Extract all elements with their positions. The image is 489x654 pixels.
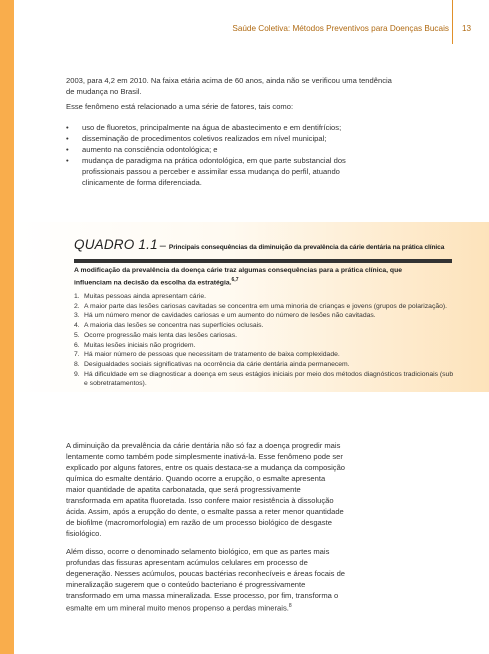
body-paragraph-2: [66, 546, 348, 614]
list-item: [74, 370, 456, 389]
quadro-rule: [74, 259, 452, 263]
body-paragraph-2-reference: 8: [288, 603, 292, 609]
list-item: • disseminação de procedimentos coletivos realizados em nível municipal;: [66, 133, 366, 144]
list-item-text: Muitas pessoas ainda apresentam cárie.: [84, 293, 207, 300]
list-item: [74, 311, 456, 321]
list-item-text: Muitas lesões iniciais não progridem.: [84, 341, 196, 349]
list-item-number: 4.: [74, 322, 80, 330]
page-number: 13: [462, 24, 472, 33]
intro-paragraph-1: 2003, para 4,2 em 2010. Na faixa etária acima de 60 anos, ainda não se verificou uma tendência de mudança no Brasil.: [66, 76, 392, 96]
body-paragraph-1: A diminuição da prevalência da cárie dentária não só faz a doença progredir mais lentamente como também pode simplesmente inativá-la. Esse fenômeno pode ser explicado por alguns fatores, entre os quais destaca-se a mudança da composição química do esmalte dentário. Quando ocorre a erupção, o esmalte apresenta maior quantidade de apatita carbonatada, que será progressivamente transformada em apatita fluoretada. Isso confere maior resistência à dissolução ácida. Assim, após a erupção do dente, o esmalte passa a reter menor quantidade de biofilme (macromorfologia) em razão de um processo biológico de desgaste fisiológico.: [66, 441, 346, 538]
quadro-dash: –: [159, 240, 166, 252]
quadro-caption: Principais consequências da diminuição da prevalência da cárie dentária na prática clínica: [168, 244, 445, 251]
list-item: [74, 350, 456, 360]
left-margin-band: [0, 0, 14, 654]
list-item-text: Há maior número de pessoas que necessitam de tratamento de baixa complexidade.: [84, 351, 340, 359]
factors-list: [66, 122, 366, 188]
quadro-consequences-list: [74, 292, 456, 389]
list-item-text: Há um número menor de cavidades cariosas e um aumento do número de lesões não cavitadas.: [84, 312, 376, 320]
list-item-number: 2.: [74, 302, 80, 310]
list-item-number: 3.: [74, 312, 80, 320]
list-item: [74, 341, 456, 351]
list-item-number: 1.: [74, 293, 80, 300]
list-item: [74, 321, 456, 331]
list-item-text: Desigualdades sociais significativas na ocorrência da cárie dentária ainda permanecem.: [84, 360, 350, 368]
list-item: • mudança de paradigma na prática odontológica, em que parte substancial dos profissionais passou a perceber e assimilar essa mudança do perfil, atuando clinicamente de forma diferenciada.: [66, 155, 366, 188]
list-item-text: Há dificuldade em se diagnosticar a doença em seus estágios iniciais por meio dos métodos diagnósticos tradicionais (sub e sobretratamentos).: [84, 370, 454, 388]
quadro-intro: [74, 266, 404, 287]
quadro-intro-text: A modificação da prevalência da doença cárie traz algumas consequências para a prática clínica, que influenciam na decisão da escolha da estratégia.: [74, 267, 403, 286]
list-item: [74, 360, 456, 370]
running-header-title: Saúde Coletiva: Métodos Preventivos para Doenças Bucais: [232, 24, 449, 33]
list-item-number: 7.: [74, 351, 80, 359]
list-item: • aumento na consciência odontológica; e: [66, 144, 366, 155]
quadro-intro-reference: 6,7: [231, 276, 239, 283]
list-item-text: A maioria das lesões se concentra nas superfícies oclusais.: [84, 322, 264, 330]
list-item-text: Ocorre progressão mais lenta das lesões cariosas.: [84, 331, 237, 339]
list-item-text: A maior parte das lesões cariosas cavitadas se concentra em uma minoria de crianças e jovens (grupos de polarização).: [84, 302, 448, 310]
intro-paragraph-2: Esse fenômeno está relacionado a uma série de fatores, tais como:: [66, 102, 294, 111]
list-item-number: 9.: [74, 370, 80, 378]
list-item-number: 5.: [74, 331, 80, 339]
body-paragraph-2-text: Além disso, ocorre o denominado selamento biológico, em que as partes mais profundas das fissuras apresentam acúmulos celulares em processo de degeneração. Nesses acúmulos, poucas bactérias reconhecíveis e áreas focais de mineralização sugerem que o conteúdo bacteriano é progressivamente transformado em uma massa mineralizada. Esse processo, por fim, transforma o esmalte em um mineral muito menos propenso a perdas minerais.: [66, 547, 346, 613]
list-item: [74, 302, 456, 312]
list-item-number: 6.: [74, 341, 80, 349]
list-item: • uso de fluoretos, principalmente na água de abastecimento e em dentifrícios;: [66, 122, 366, 133]
header-divider: [452, 0, 453, 44]
list-item-number: 8.: [74, 360, 80, 368]
quadro-label: QUADRO 1.1: [74, 237, 158, 252]
list-item: [74, 331, 456, 341]
quadro-title-row: [74, 236, 464, 254]
list-item: [74, 292, 456, 302]
